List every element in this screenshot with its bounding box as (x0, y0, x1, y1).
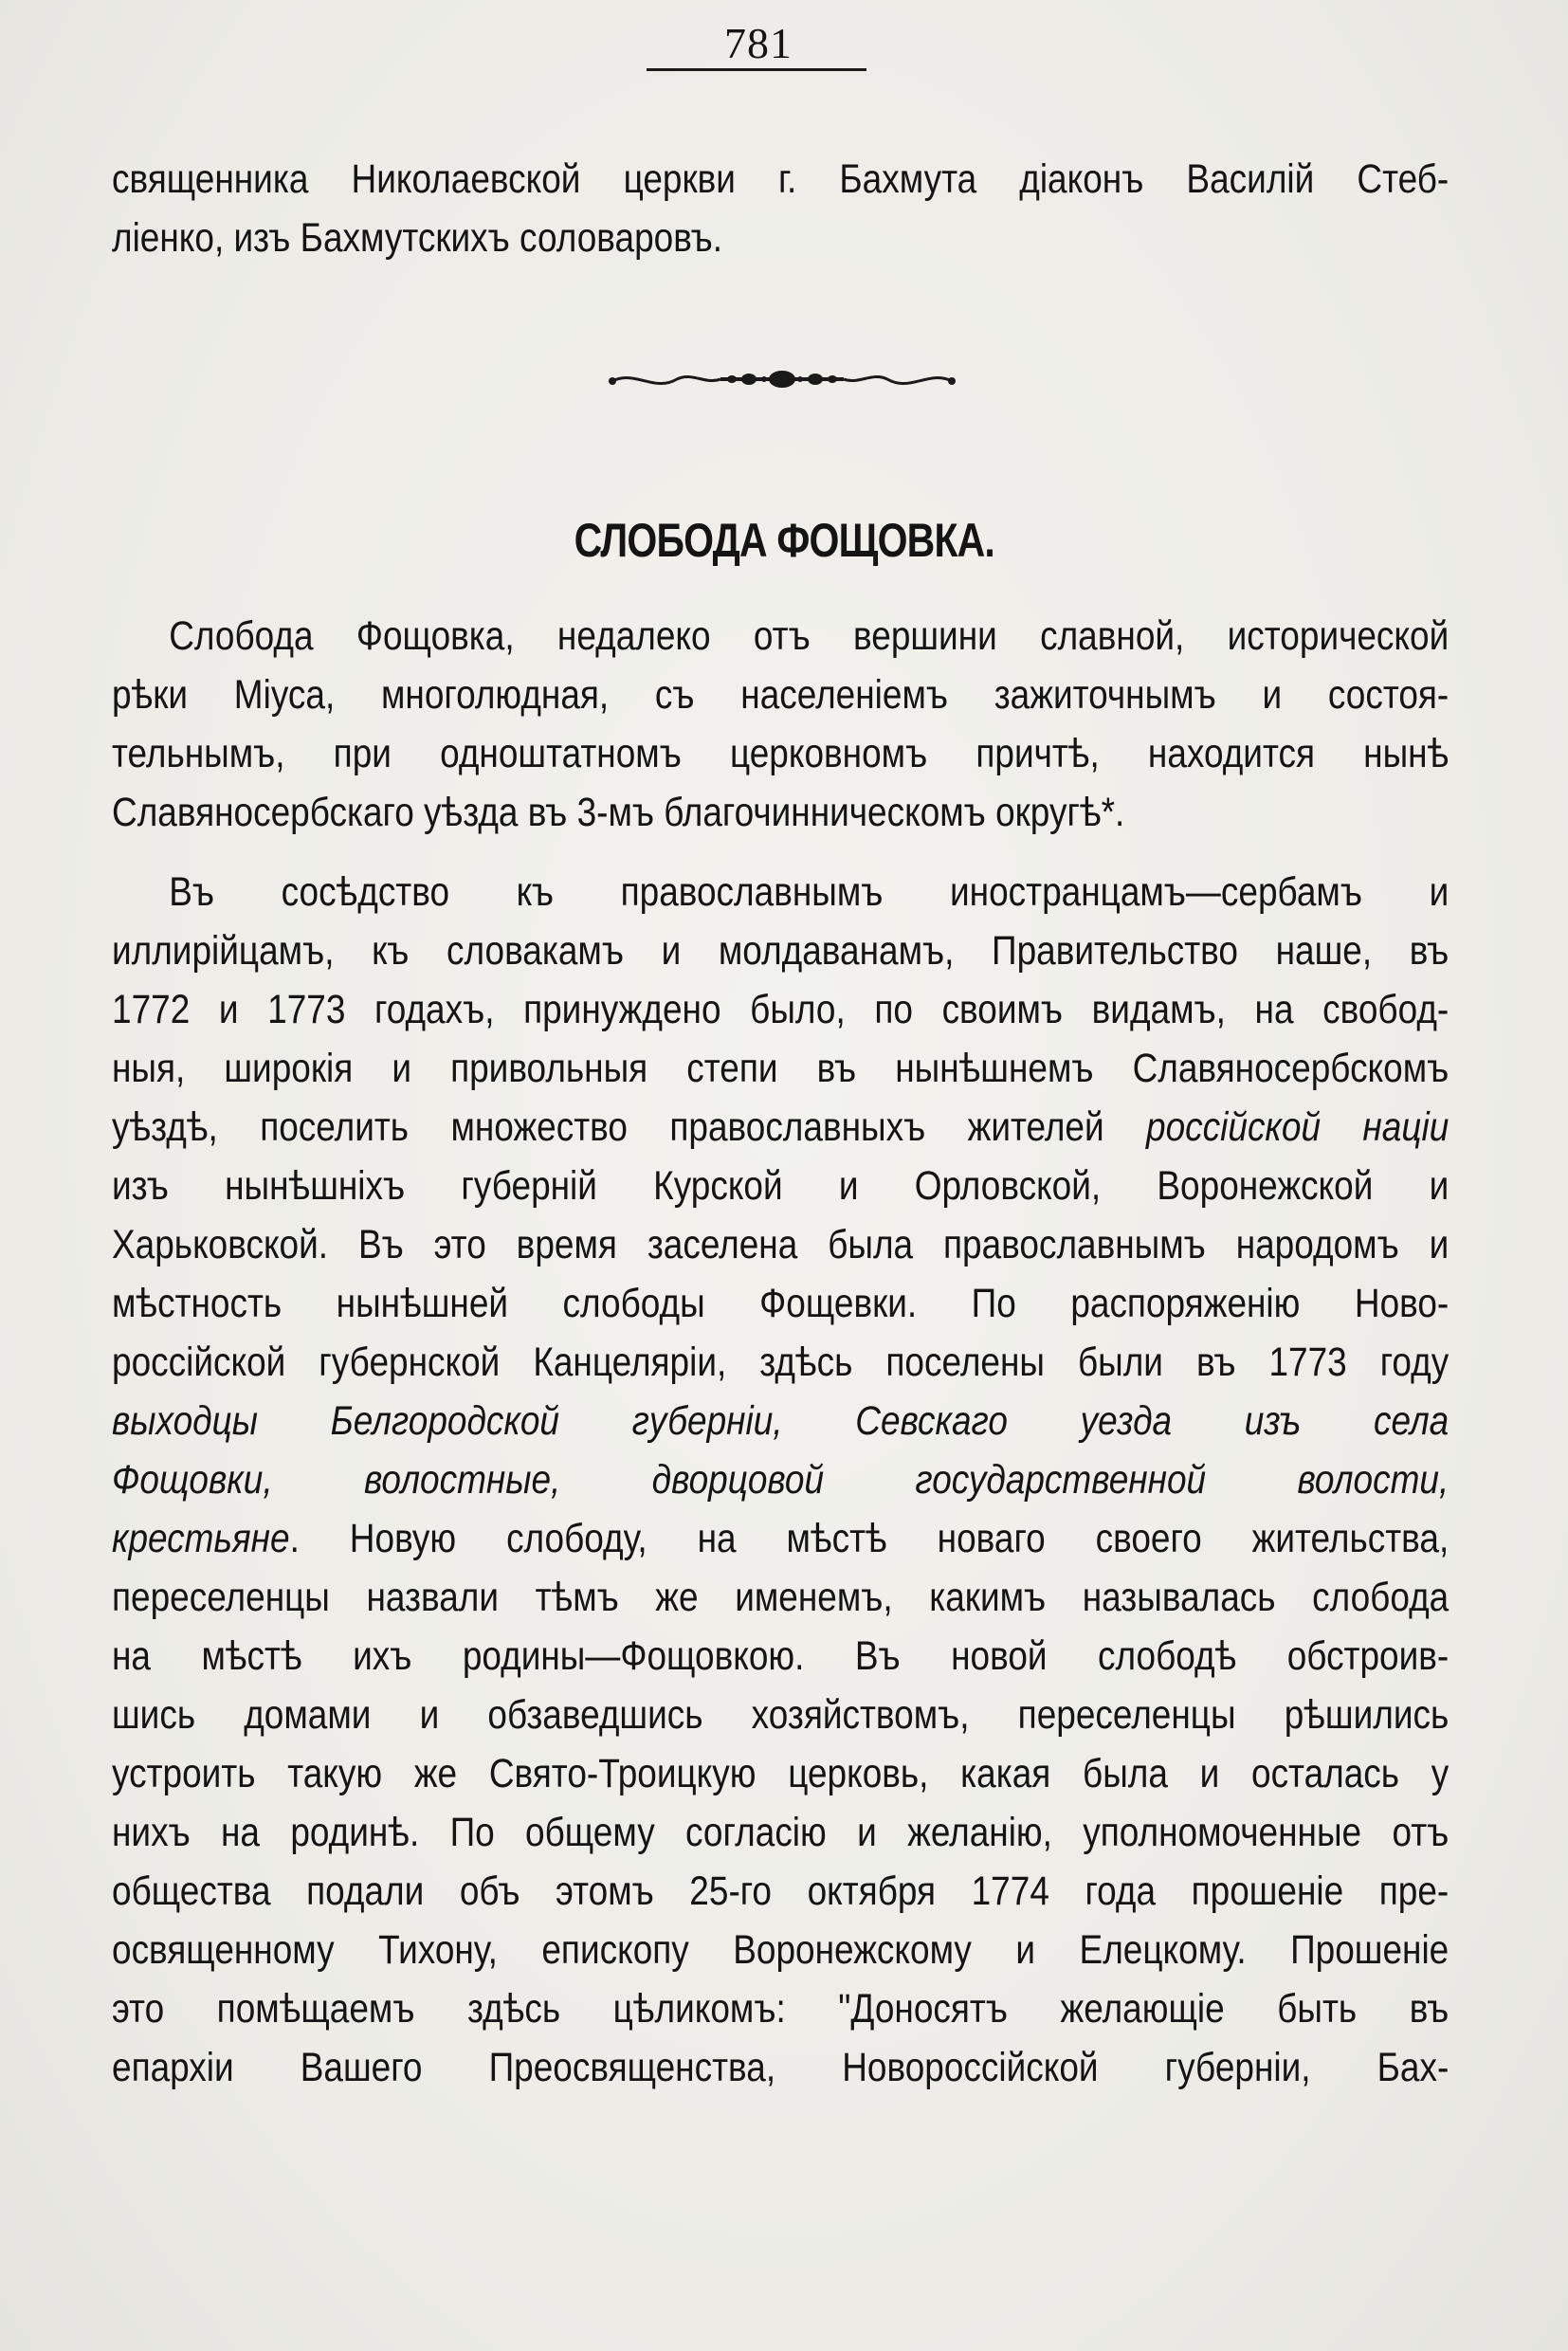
page-number: 781 (724, 19, 793, 67)
text-line: это помѣщаемъ здѣсь цѣликомъ: "Доносятъ желающіе быть въ (112, 1986, 1449, 2032)
text-line: Харьковской. Въ это время заселена была православнымъ народомъ и (112, 1222, 1449, 1267)
paragraph-1 (112, 607, 1449, 842)
text-line: священника Николаевской церкви г. Бахмута діаконъ Василій Стеб- (112, 156, 1449, 202)
text-line: епархіи Вашего Преосвященства, Новороссійской губерніи, Бах- (112, 2045, 1449, 2090)
text-line: 1772 и 1773 годахъ, принуждено было, по своимъ видамъ, на свобод- (112, 987, 1449, 1032)
text-line: нихъ на родинѣ. По общему согласію и желанію, уполномоченные отъ (112, 1810, 1449, 1855)
text-line: россійской губернской Канцеляріи, здѣсь поселены были въ 1773 году (112, 1340, 1449, 1385)
text-line: Въ сосѣдство къ православнымъ иностранцамъ—сербамъ и (169, 869, 1449, 915)
italic-text-line: Фощовки, волостные, дворцовой государственной волости, (112, 1457, 1449, 1503)
page-number-underline (647, 68, 866, 71)
italic-text-run: россійской націи (1146, 1104, 1449, 1150)
text-line: рѣки Міуса, многолюдная, съ населеніемъ зажиточнымъ и состоя- (112, 672, 1449, 718)
text-line: шись домами и обзаведшись хозяйствомъ, переселенцы рѣшились (112, 1692, 1449, 1738)
text-run: . Новую слободу, на мѣстѣ новаго своего жительства, (289, 1516, 1449, 1561)
italic-text-run: крестьяне (112, 1516, 290, 1561)
text-line: переселенцы назвали тѣмъ же именемъ, какимъ называлась слобода (112, 1575, 1449, 1620)
text-line: Слобода Фощовка, недалеко отъ вершини славной, исторической (169, 613, 1449, 659)
decorative-scroll-divider-icon (607, 360, 957, 398)
text-line: тельнымъ, при одноштатномъ церковномъ причтѣ, находится нынѣ (112, 731, 1449, 776)
text-line (112, 1509, 1449, 1568)
text-line (112, 1098, 1449, 1157)
text-line: общества подали объ этомъ 25-го октября 1774 года прошеніе пре- (112, 1868, 1449, 1914)
text-line: на мѣстѣ ихъ родины—Фощовкою. Въ новой слободѣ обстроив- (112, 1633, 1449, 1679)
section-heading: СЛОБОДА ФОЩОВКА. (574, 514, 994, 567)
text-line: ліенко, изъ Бахмутскихъ соловаровъ. (112, 215, 723, 261)
text-line: мѣстность нынѣшней слободы Фощевки. По распоряженію Ново- (112, 1281, 1449, 1326)
text-run: уѣздѣ, поселить множество православныхъ жителей (112, 1104, 1147, 1150)
paragraph-2 (112, 863, 1449, 2097)
text-line: ныя, широкія и привольныя степи въ нынѣшнемъ Славяносербскомъ (112, 1046, 1449, 1091)
text-line: Славяносербскаго уѣзда въ 3-мъ благочинническомъ округѣ*. (112, 790, 1125, 835)
text-line: иллирійцамъ, къ словакамъ и молдаванамъ, Правительство наше, въ (112, 928, 1449, 974)
text-line: изъ нынѣшніхъ губерній Курской и Орловской, Воронежской и (112, 1163, 1449, 1209)
continuation-paragraph (112, 150, 1449, 267)
text-line: устроить такую же Свято-Троицкую церковь, какая была и осталась у (112, 1751, 1449, 1796)
text-line: освященному Тихону, епископу Воронежскому и Елецкому. Прошеніе (112, 1927, 1449, 1973)
italic-text-line: выходцы Белгородской губерніи, Севскаго уезда изъ села (112, 1398, 1449, 1444)
